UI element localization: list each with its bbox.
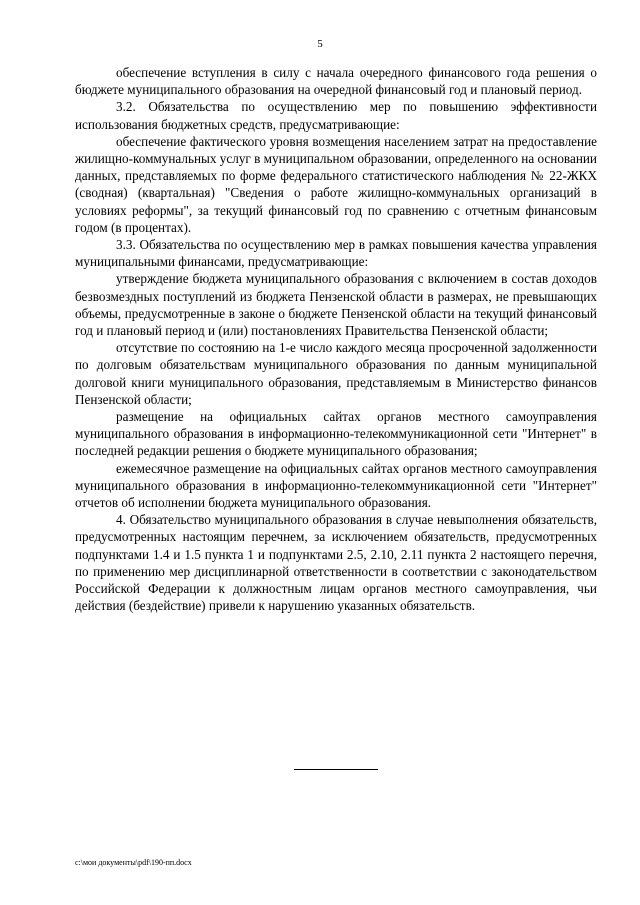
paragraph-9: 4. Обязательство муниципального образования в случае невыполнения обязательств, предусмотренных настоящим перечнем, за исключением обязательств, предусмотренных подпунктами 1.4 и 1.5 пункта 1 и подпунктами 2.5, 2.10, 2.11 пункта 2 настоящего перечня, по применению мер дисциплинарной ответственности в соответствии с законодательством Российской Федерации к должностным лицам органов местного самоуправления, чьи действия (бездействие) привели к нарушению указанных обязательств.: [75, 512, 597, 614]
paragraph-5: утверждение бюджета муниципального образования с включением в состав доходов безвозмездных поступлений из бюджета Пензенской области в размерах, не превышающих объемы, предусмотренные в законе о бюджете Пензенской области на текущий финансовый год и плановый период и (или) постановлениях Правительства Пензенской области;: [75, 271, 597, 339]
footer-file-path: c:\мои документы\pdf\190-пп.docx: [75, 858, 192, 867]
document-body: [75, 64, 597, 615]
paragraph-6: отсутствие по состоянию на 1-е число каждого месяца просроченной задолженности по долговым обязательствам муниципального образования по данным муниципальной долговой книги муниципального образования, представляемым в Министерство финансов Пензенской области;: [75, 340, 597, 407]
closing-rule: [294, 769, 378, 770]
paragraph-1: обеспечение вступления в силу с начала очередного финансового года решения о бюджете муниципального образования на очередной финансовый год и плановый период.: [75, 65, 597, 98]
paragraph-4: 3.3. Обязательства по осуществлению мер в рамках повышения качества управления муниципальными финансами, предусматривающие:: [75, 237, 597, 270]
paragraph-2: 3.2. Обязательства по осуществлению мер по повышению эффективности использования бюджетных средств, предусматривающие:: [75, 99, 597, 132]
paragraph-7: размещение на официальных сайтах органов местного самоуправления муниципального образования в информационно-телекоммуникационной сети "Интернет" в последней редакции решения о бюджете муниципального образования;: [75, 409, 597, 459]
page-number: 5: [317, 38, 323, 50]
paragraph-8: ежемесячное размещение на официальных сайтах органов местного самоуправления муниципального образования в информационно-телекоммуникационной сети "Интернет" отчетов об исполнении бюджета муниципального образования.: [75, 460, 597, 511]
paragraph-3: обеспечение фактического уровня возмещения населением затрат на предоставление жилищно-коммунальных услуг в муниципальном образовании, определенного на основании данных, представляемых по форме федерального статистического наблюдения № 22-ЖКХ (сводная) (квартальная) "Сведения о работе жилищно-коммунальных организаций в условиях реформы", за текущий финансовый год по сравнению с отчетным финансовым годом (в процентах).: [75, 133, 597, 235]
